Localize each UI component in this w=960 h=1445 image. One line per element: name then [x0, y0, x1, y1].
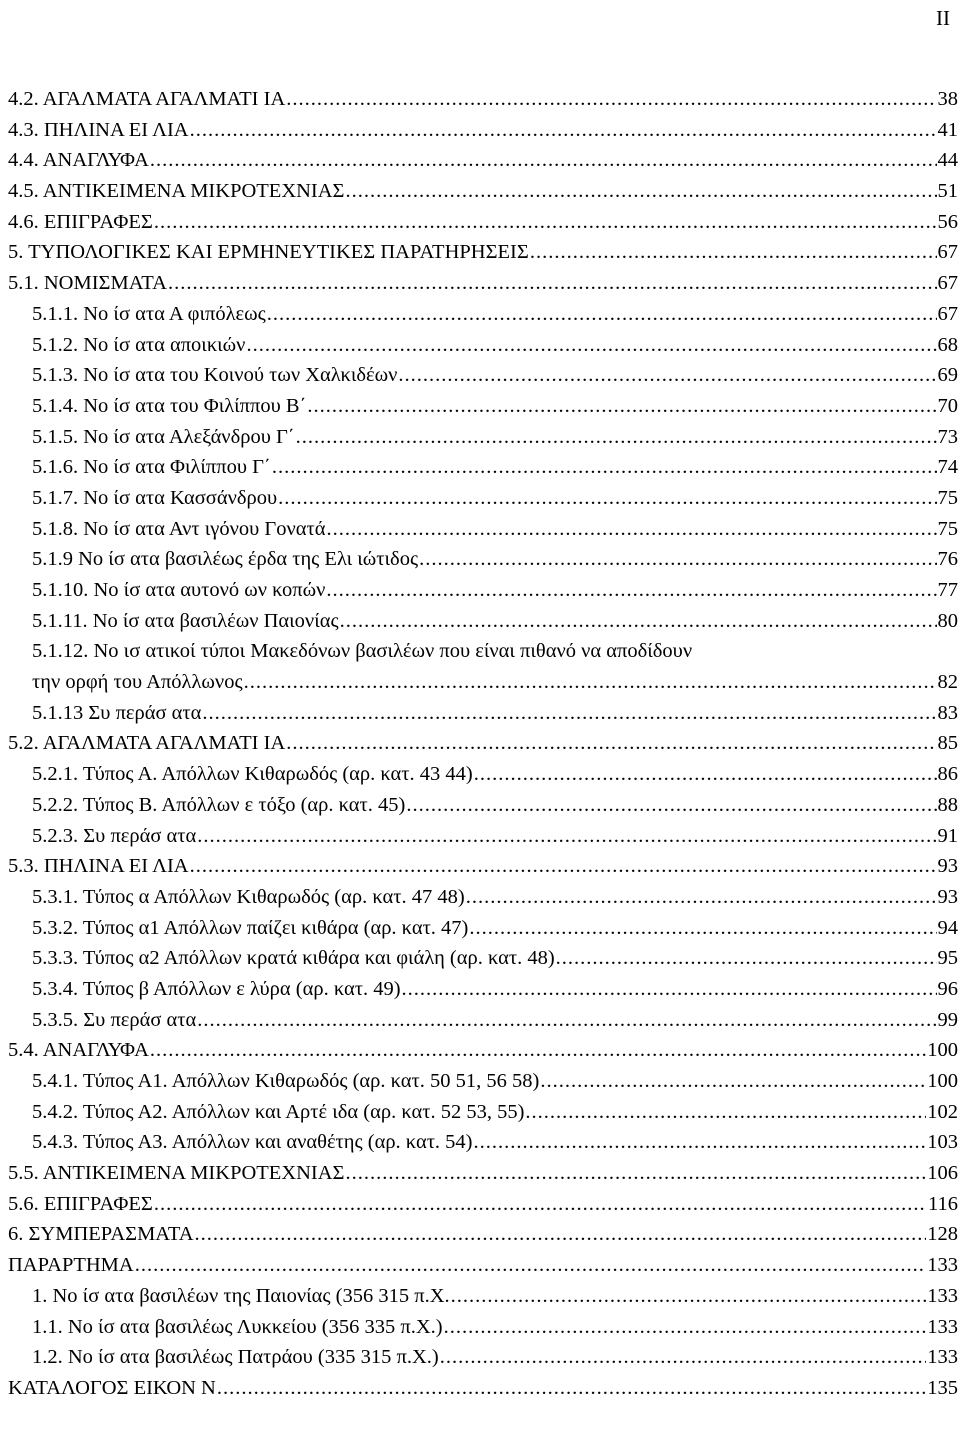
toc-dot-leader [168, 268, 937, 299]
toc-entry-page: 103 [927, 1131, 958, 1154]
toc-entry [8, 913, 958, 944]
toc-dot-leader [217, 1373, 926, 1404]
toc-entry [8, 1219, 958, 1250]
toc-entry-title: 4.5. ΑΝΤΙΚΕΙΜΕΝΑ ΜΙΚΡΟΤΕΧΝΙΑΣ [8, 180, 345, 203]
toc-entry-title: 5.3. ΠΗΛΙΝΑ ΕΙ ΛΙΑ [8, 855, 189, 878]
toc-entry [8, 237, 958, 268]
toc-entry [8, 514, 958, 545]
toc-dot-leader [154, 207, 937, 238]
page-number: II [936, 6, 950, 30]
toc-dot-leader [296, 422, 937, 453]
toc-entry-title: 4.2. ΑΓΑΛΜΑΤΑ ΑΓΑΛΜΑΤΙ ΙΑ [8, 88, 286, 110]
toc-entry [8, 1281, 958, 1312]
toc-entry-title: 5.1.6. Νο ίσ ατα Φιλίππου Γ΄ [32, 456, 271, 479]
toc-entry-page: 82 [937, 671, 958, 694]
toc-entry-title: 5.3.2. Τύπος α1 Απόλλων παίζει κιθάρα (αρ. κατ. 47) [32, 916, 469, 939]
toc-dot-leader [530, 237, 937, 268]
toc-entry-page: 75 [937, 486, 958, 509]
toc-entry [8, 943, 958, 974]
toc-entry-page: 93 [937, 855, 958, 878]
toc-entry [8, 115, 958, 146]
toc-dot-leader [466, 882, 937, 913]
toc-entry-page: 75 [937, 517, 958, 540]
toc-entry [8, 606, 958, 637]
toc-dot-leader [135, 1250, 927, 1281]
toc-entry-page: 80 [937, 609, 958, 632]
toc-entry-title: την ορφή του Απόλλωνος [32, 671, 243, 694]
toc-entry-page: 133 [927, 1315, 958, 1338]
toc-entry-title: 4.3. ΠΗΛΙΝΑ ΕΙ ΛΙΑ [8, 118, 189, 141]
toc-entry-title: 5.3.3. Τύπος α2 Απόλλων κρατά κιθάρα και φιάλη (αρ. κατ. 48) [32, 947, 555, 970]
toc-entry-title: 5.2.3. Συ περάσ ατα [32, 824, 197, 847]
toc-entry-page: 38 [937, 88, 958, 110]
toc-dot-leader [326, 514, 936, 545]
toc-entry [8, 1189, 958, 1220]
table-of-contents [8, 84, 958, 1404]
toc-entry [8, 391, 958, 422]
toc-entry [8, 1097, 958, 1128]
toc-dot-leader [474, 1127, 927, 1158]
toc-dot-leader [267, 299, 937, 330]
toc-entry [8, 790, 958, 821]
toc-entry-title: 5.1. ΝΟΜΙΣΜΑΤΑ [8, 272, 167, 295]
toc-dot-leader [406, 790, 936, 821]
toc-dot-leader [402, 974, 937, 1005]
toc-entry-page: 70 [937, 394, 958, 417]
toc-dot-leader [326, 575, 936, 606]
toc-entry [8, 1066, 958, 1097]
toc-dot-leader [307, 391, 936, 422]
toc-entry [8, 728, 958, 759]
toc-entry-page: 85 [937, 732, 958, 755]
toc-entry-title: 5. ΤΥΠΟΛΟΓΙΚΕΣ ΚΑΙ ΕΡΜΗΝΕΥΤΙΚΕΣ ΠΑΡΑΤΗΡΗΣΕΙΣ [8, 241, 529, 264]
toc-entry-title: 5.1.13 Συ περάσ ατα [32, 701, 202, 724]
toc-dot-leader [197, 1005, 936, 1036]
toc-entry-title: 5.4.2. Τύπος Α2. Απόλλων και Αρτέ ιδα (αρ. κατ. 52 53, 55) [32, 1100, 525, 1123]
toc-dot-leader [150, 1035, 926, 1066]
toc-entry-title: 5.3.5. Συ περάσ ατα [32, 1008, 197, 1031]
toc-dot-leader [469, 913, 936, 944]
toc-entry-title: 5.1.12. Νο ισ ατικοί τύποι Μακεδόνων βασιλέων που είναι πιθανό να αποδίδουν [32, 640, 693, 663]
toc-entry [8, 84, 958, 115]
toc-entry-title: ΚΑΤΑΛΟΓΟΣ ΕΙΚΟΝ Ν [8, 1376, 216, 1399]
toc-entry-page: 83 [937, 701, 958, 724]
toc-entry [8, 759, 958, 790]
toc-entry [8, 544, 958, 575]
toc-entry [8, 821, 958, 852]
toc-entry-page: 41 [937, 118, 958, 141]
toc-entry-page: 68 [937, 333, 958, 356]
toc-dot-leader [286, 84, 936, 115]
toc-dot-leader [398, 360, 936, 391]
toc-entry [8, 207, 958, 238]
toc-entry [8, 268, 958, 299]
toc-entry-title: 5.1.2. Νο ίσ ατα αποικιών [32, 333, 246, 356]
toc-entry-title: 4.6. ΕΠΙΓΡΑΦΕΣ [8, 210, 153, 233]
toc-entry-title: 5.1.7. Νο ίσ ατα Κασσάνδρου [32, 486, 278, 509]
toc-dot-leader [278, 483, 936, 514]
toc-entry-page: 69 [937, 364, 958, 387]
toc-entry-page: 51 [937, 180, 958, 203]
toc-entry-page: 77 [937, 579, 958, 601]
toc-entry-title: 5.1.1. Νο ίσ ατα Α φιπόλεως [32, 302, 266, 325]
toc-entry-title: 5.3.4. Τύπος β Απόλλων ε λύρα (αρ. κατ. 49) [32, 977, 401, 1000]
toc-entry-page: 93 [937, 885, 958, 908]
toc-entry-title: 5.5. ΑΝΤΙΚΕΙΜΕΝΑ ΜΙΚΡΟΤΕΧΝΙΑΣ [8, 1162, 345, 1185]
toc-entry-page: 135 [927, 1376, 958, 1399]
toc-entry-title: 5.6. ΕΠΙΓΡΑΦΕΣ [8, 1192, 153, 1215]
toc-dot-leader [244, 667, 937, 698]
toc-entry [8, 667, 958, 698]
toc-dot-leader [474, 759, 937, 790]
toc-entry-page: 99 [937, 1008, 958, 1031]
toc-dot-leader [346, 1158, 927, 1189]
toc-entry [8, 330, 958, 361]
toc-dot-leader [346, 176, 937, 207]
toc-entry [8, 299, 958, 330]
toc-entry-page: 133 [927, 1346, 958, 1369]
toc-entry-page: 67 [937, 302, 958, 325]
toc-entry-title: 5.1.8. Νο ίσ ατα Αντ ιγόνου Γονατά [32, 517, 326, 540]
toc-entry-page: 76 [937, 548, 958, 571]
toc-dot-leader [444, 1312, 927, 1343]
toc-entry-title: 5.2.1. Τύπος Α. Απόλλων Κιθαρωδός (αρ. κατ. 43 44) [32, 763, 473, 786]
toc-entry-title: 5.1.11. Νο ίσ ατα βασιλέων Παιονίας [32, 609, 339, 632]
toc-entry-title: 5.4.1. Τύπος Α1. Απόλλων Κιθαρωδός (αρ. κατ. 50 51, 56 58) [32, 1070, 540, 1092]
toc-dot-leader [246, 330, 936, 361]
toc-entry [8, 974, 958, 1005]
toc-entry-page: 133 [927, 1284, 958, 1307]
toc-entry-title: 5.4.3. Τύπος Α3. Απόλλων και αναθέτης (αρ. κατ. 54) [32, 1131, 473, 1154]
toc-entry-page: 116 [928, 1192, 958, 1215]
toc-entry [8, 1127, 958, 1158]
toc-dot-leader [190, 115, 937, 146]
toc-entry [8, 1005, 958, 1036]
toc-dot-leader [272, 452, 937, 483]
toc-entry-page: 86 [937, 763, 958, 786]
toc-dot-leader [340, 606, 937, 637]
toc-entry [8, 1250, 958, 1281]
toc-dot-leader [286, 728, 936, 759]
toc-entry [8, 176, 958, 207]
toc-entry [8, 698, 958, 729]
toc-entry [8, 145, 958, 176]
toc-dot-leader [451, 1281, 927, 1312]
toc-dot-leader [202, 698, 936, 729]
toc-entry [8, 483, 958, 514]
toc-entry-title: 5.1.3. Νο ίσ ατα του Κοινού των Χαλκιδέων [32, 364, 398, 387]
toc-entry-title: 5.1.9 Νο ίσ ατα βασιλέως έρδα της Ελι ιώτιδος [32, 548, 419, 571]
toc-entry-page: 106 [927, 1162, 958, 1185]
toc-dot-leader [197, 821, 936, 852]
toc-entry-page: 56 [937, 210, 958, 233]
toc-entry-title: 5.3.1. Τύπος α Απόλλων Κιθαρωδός (αρ. κατ. 47 48) [32, 885, 465, 908]
toc-entry-page: 91 [937, 824, 958, 847]
toc-entry-title: 5.1.4. Νο ίσ ατα του Φιλίππου Β΄ [32, 394, 307, 417]
toc-dot-leader [525, 1097, 926, 1128]
toc-entry-page: 95 [937, 947, 958, 970]
toc-entry-title: 5.2. ΑΓΑΛΜΑΤΑ ΑΓΑΛΜΑΤΙ ΙΑ [8, 732, 286, 755]
toc-dot-leader [540, 1066, 926, 1097]
toc-entry-page: 128 [927, 1223, 958, 1246]
toc-entry [8, 1373, 958, 1404]
toc-dot-leader [154, 1189, 927, 1220]
toc-entry [8, 422, 958, 453]
toc-entry-page: 96 [937, 977, 958, 1000]
toc-entry-title: ΠΑΡΑΡΤΗΜΑ [8, 1254, 134, 1277]
toc-entry-title: 5.1.5. Νο ίσ ατα Αλεξάνδρου Γ΄ [32, 425, 295, 448]
toc-dot-leader [419, 544, 936, 575]
toc-entry-title: 5.2.2. Τύπος Β. Απόλλων ε τόξο (αρ. κατ. 45) [32, 793, 406, 816]
toc-entry-page: 73 [937, 425, 958, 448]
toc-entry-page: 88 [937, 793, 958, 816]
toc-entry-title: 1.2. Νο ίσ ατα βασιλέως Πατράου (335 315 π.Χ.) [32, 1346, 439, 1369]
toc-entry-page: 102 [927, 1100, 958, 1123]
toc-entry-page: 133 [927, 1254, 958, 1277]
toc-entry [8, 851, 958, 882]
toc-entry [8, 452, 958, 483]
toc-entry [8, 1158, 958, 1189]
toc-dot-leader [190, 851, 937, 882]
toc-entry-title: 1.1. Νο ίσ ατα βασιλέως Λυκκείου (356 335 π.Χ.) [32, 1315, 443, 1338]
toc-entry [8, 1035, 958, 1066]
toc-entry [8, 575, 958, 606]
toc-entry [8, 1312, 958, 1343]
toc-entry-page: 94 [937, 916, 958, 939]
toc-entry-title: 4.4. ΑΝΑΓΛΥΦΑ [8, 149, 149, 172]
toc-entry-page: 100 [927, 1070, 958, 1092]
toc-entry-page: 67 [937, 241, 958, 264]
toc-entry [8, 1342, 958, 1373]
toc-entry-title: 5.4. ΑΝΑΓΛΥΦΑ [8, 1039, 149, 1062]
toc-entry [8, 882, 958, 913]
toc-entry-title: 5.1.10. Νο ίσ ατα αυτονό ων κοπών [32, 579, 326, 601]
toc-entry-title: 1. Νο ίσ ατα βασιλέων της Παιονίας (356 315 π.Χ. [32, 1284, 450, 1307]
toc-entry-page: 100 [927, 1039, 958, 1062]
toc-dot-leader [440, 1342, 927, 1373]
toc-entry-page: 67 [937, 272, 958, 295]
toc-entry [8, 360, 958, 391]
toc-entry-title: 6. ΣΥΜΠΕΡΑΣΜΑΤΑ [8, 1223, 194, 1246]
toc-entry-page: 44 [937, 149, 958, 172]
toc-entry-page: 74 [937, 456, 958, 479]
toc-dot-leader [195, 1219, 927, 1250]
toc-dot-leader [556, 943, 937, 974]
toc-dot-leader [150, 145, 937, 176]
toc-entry [8, 636, 958, 667]
